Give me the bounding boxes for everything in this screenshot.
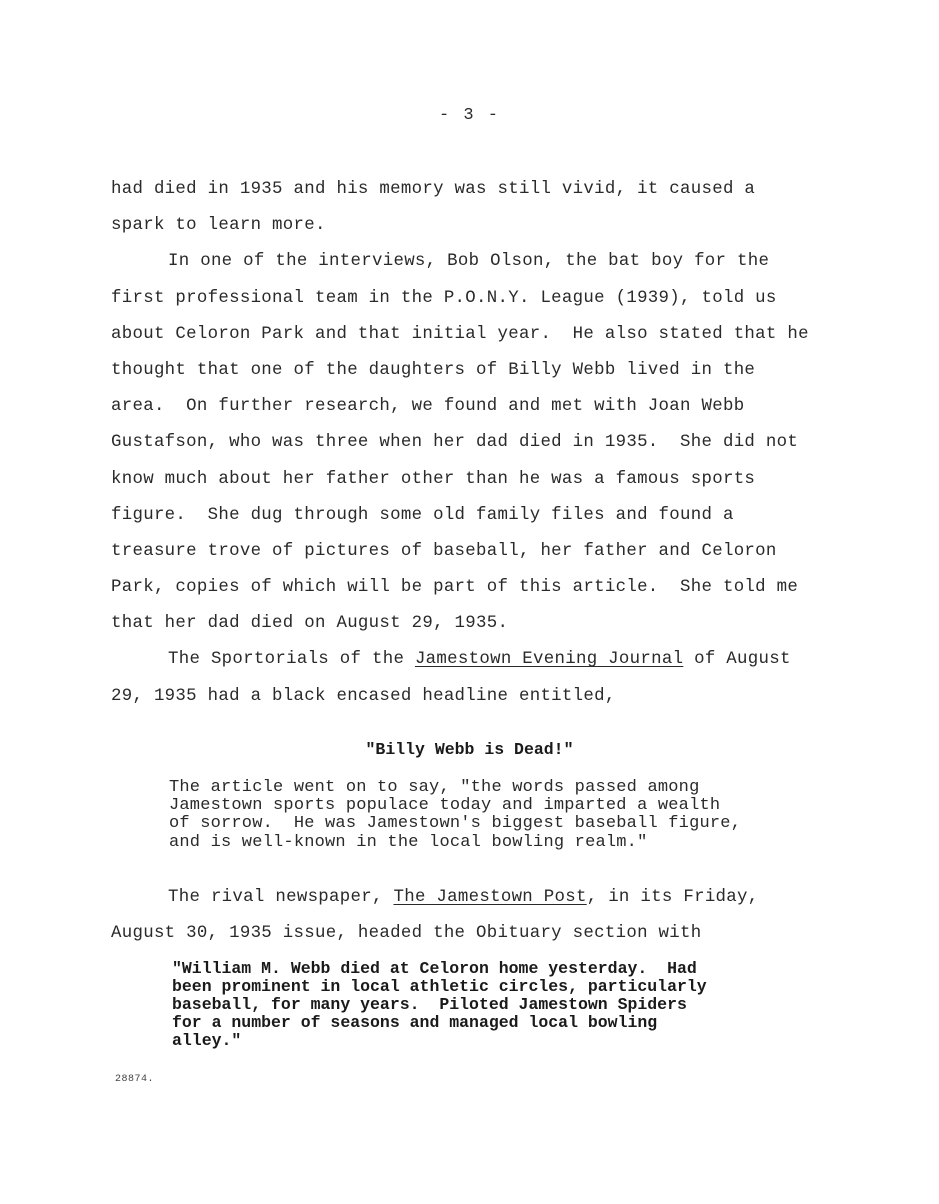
body-line: treasure trove of pictures of baseball, her father and Celoron — [111, 541, 777, 561]
article-quote — [169, 779, 809, 852]
quote-line: of sorrow. He was Jamestown's biggest baseball figure, — [169, 814, 742, 834]
newspaper-title-evening-journal: Jamestown Evening Journal — [414, 650, 684, 670]
newspaper-title-jamestown-post: The Jamestown Post — [393, 888, 587, 907]
body-line: area. On further research, we found and met with Joan Webb — [111, 397, 745, 417]
page-number: - 3 - — [438, 106, 500, 125]
body-line: had died in 1935 and his memory was still vivid, it caused a — [111, 180, 756, 199]
body-line: that her dad died on August 29, 1935. — [111, 614, 509, 634]
sportorials-text-after: of August — [683, 650, 791, 670]
post-line — [111, 880, 851, 916]
body-line: thought that one of the daughters of Billy Webb lived in the — [111, 360, 756, 380]
obit-line: "William M. Webb died at Celoron home yesterday. Had — [172, 959, 697, 978]
post-line-2: August 30, 1935 issue, headed the Obituary section with — [111, 924, 702, 944]
sportorials-line — [111, 642, 851, 678]
body-text-continued — [111, 880, 851, 952]
obit-line: baseball, for many years. Piloted Jamestown Spiders — [172, 995, 687, 1014]
post-text-after: , in its Friday, — [586, 888, 759, 907]
headline: "Billy Webb is Dead!" — [365, 740, 574, 759]
obit-line: alley." — [172, 1031, 242, 1050]
body-line: about Celoron Park and that initial year. He also stated that he — [111, 324, 809, 344]
body-text — [111, 172, 851, 715]
body-line: know much about her father other than he was a famous sports — [111, 469, 756, 489]
body-line: Gustafson, who was three when her dad died in 1935. She did not — [111, 433, 799, 453]
sportorials-line-2: 29, 1935 had a black encased headline entitled, — [111, 686, 616, 706]
obit-line: been prominent in local athletic circles, particularly — [172, 977, 707, 996]
quote-line: Jamestown sports populace today and imparted a wealth — [169, 796, 721, 816]
body-line: first professional team in the P.O.N.Y. League (1939), told us — [111, 288, 777, 308]
quote-line: The article went on to say, "the words passed among — [169, 778, 700, 797]
obit-line: for a number of seasons and managed local bowling — [172, 1013, 658, 1032]
post-text-before: The rival newspaper, — [168, 888, 394, 907]
body-line: In one of the interviews, Bob Olson, the bat boy for the — [168, 252, 770, 272]
sportorials-text-before: The Sportorials of the — [168, 650, 415, 670]
body-line: spark to learn more. — [111, 216, 326, 236]
quote-line: and is well-known in the local bowling realm." — [169, 832, 648, 852]
body-line: figure. She dug through some old family files and found a — [111, 505, 734, 525]
footer-code: 28874. — [115, 1074, 155, 1085]
obituary-quote — [172, 960, 812, 1050]
body-line: Park, copies of which will be part of this article. She told me — [111, 578, 799, 598]
